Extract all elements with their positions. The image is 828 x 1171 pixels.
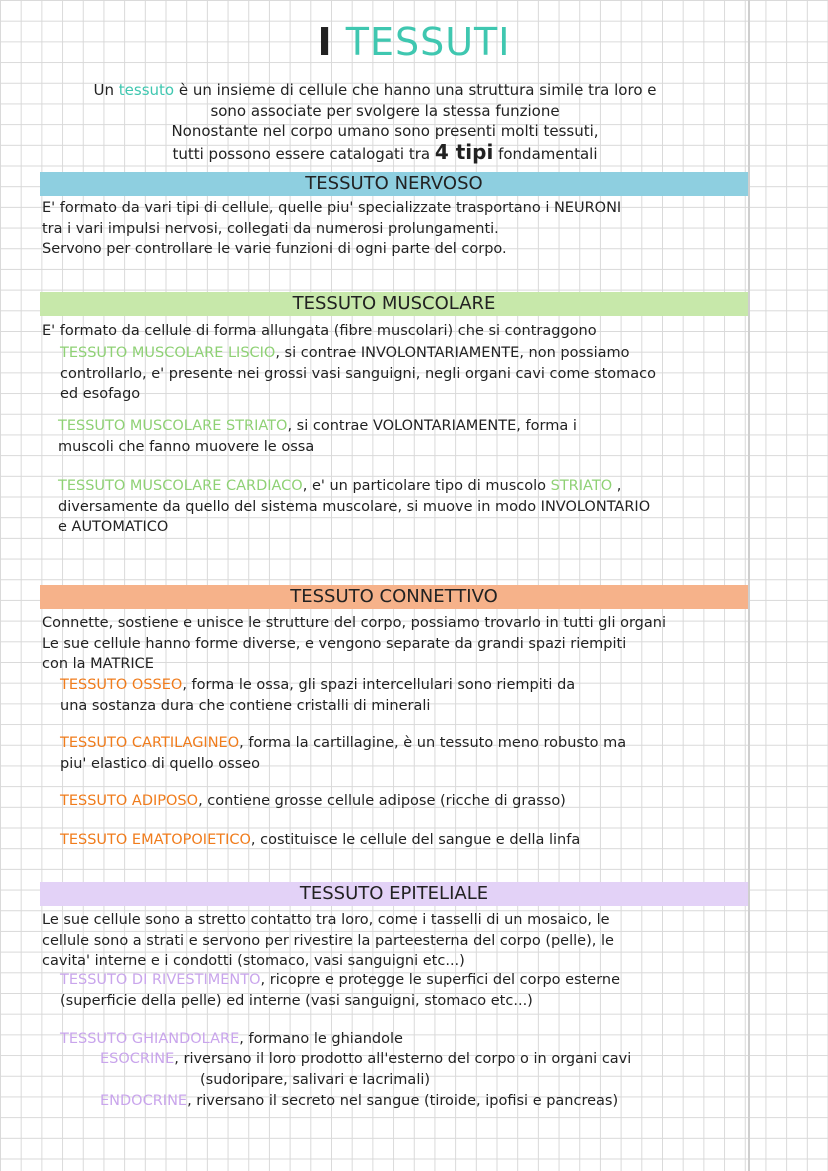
- muscolare-liscio: [60, 343, 750, 405]
- adiposo-text: , contiene grosse cellule adipose (ricche di grasso): [198, 793, 566, 809]
- title-part2: TESSUTI: [345, 20, 511, 64]
- intro-line4-post: fondamentali: [493, 145, 598, 164]
- cardiaco-mid: , e' un particolare tipo di muscolo: [302, 478, 551, 494]
- striato-text: , si contrae VOLONTARIAMENTE, forma i muscoli che fanno muovere le ossa: [58, 418, 577, 455]
- connettivo-osseo: [60, 675, 740, 716]
- muscolare-cardiaco: [58, 476, 748, 538]
- endocrine-label: ENDOCRINE: [100, 1093, 188, 1109]
- page-title: [0, 20, 828, 64]
- esocrine-examples: (sudoripare, salivari e lacrimali): [200, 1072, 431, 1088]
- connettivo-adiposo: [60, 791, 740, 812]
- nervoso-text: E' formato da vari tipi di cellule, quelle piu' specializzate trasportano i NEURONI tra i vari impulsi nervosi, collegati da numerosi prolungamenti. Servono per controllare le varie funzioni di ogni parte del corpo.: [42, 200, 622, 258]
- ematopoietico-text: , costituisce le cellule del sangue e della linfa: [250, 832, 581, 848]
- intro-highlight: tessuto: [118, 81, 175, 99]
- endocrine-text: , riversano il secreto nel sangue (tiroide, ipofisi e pancreas): [187, 1093, 619, 1109]
- osseo-label: TESSUTO OSSEO: [60, 677, 183, 693]
- intro-line1: [20, 80, 730, 101]
- adiposo-label: TESSUTO ADIPOSO: [60, 793, 199, 809]
- epiteliale-rivestimento: [60, 970, 740, 1011]
- intro-paragraph: [40, 80, 730, 165]
- muscolare-text: E' formato da cellule di forma allungata (fibre muscolari) che si contraggono: [42, 323, 597, 339]
- cartilagineo-text: , forma la cartillagine, è un tessuto meno robusto ma piu' elastico di quello osseo: [60, 735, 627, 772]
- liscio-label: TESSUTO MUSCOLARE LISCIO: [60, 345, 276, 361]
- intro-line4-pre: tutti possono essere catalogati tra: [172, 145, 435, 164]
- intro-line3: Nonostante nel corpo umano sono presenti molti tessuti,: [171, 122, 599, 141]
- ematopoietico-label: TESSUTO EMATOPOIETICO: [60, 832, 251, 848]
- epiteliale-text: Le sue cellule sono a stretto contatto tra loro, come i tasselli di un mosaico, le cellule sono a strati e servono per rivestire la parteesterna del corpo (pelle), le cavita' interne e i condotti (stomaco, vasi sanguigni etc...): [42, 912, 614, 970]
- liscio-text: , si contrae INVOLONTARIAMENTE, non possiamo controllarlo, e' presente nei grossi vasi sanguigni, negli organi cavi come stomaco ed esofago: [60, 345, 657, 403]
- connettivo-ematopoietico: [60, 830, 740, 851]
- cardiaco-striato: STRIATO: [550, 478, 613, 494]
- ghiandolare-label: TESSUTO GHIANDOLARE: [60, 1031, 240, 1047]
- connettivo-cartilagineo: [60, 733, 740, 774]
- intro-line2: sono associate per svolgere la stessa funzione: [210, 101, 560, 120]
- cardiaco-text: , diversamente da quello del sistema muscolare, si muove in modo INVOLONTARIO e AUTOMATICO: [58, 478, 651, 536]
- heading-nervoso: TESSUTO NERVOSO: [40, 172, 748, 196]
- rivestimento-label: TESSUTO DI RIVESTIMENTO: [60, 972, 261, 988]
- epiteliale-esocrine: [100, 1049, 745, 1070]
- heading-muscolare: TESSUTO MUSCOLARE: [40, 292, 748, 316]
- intro-line4: [40, 142, 730, 165]
- muscolare-striato: [58, 416, 748, 457]
- cardiaco-label: TESSUTO MUSCOLARE CARDIACO: [58, 478, 303, 494]
- connettivo-text: Connette, sostiene e unisce le strutture del corpo, possiamo trovarlo in tutti gli organi Le sue cellule hanno forme diverse, e vengono separate da grandi spazi riempiti con la MATRICE: [42, 615, 666, 673]
- intro-pre: Un: [93, 81, 119, 99]
- margin-line: [748, 0, 750, 1171]
- cartilagineo-label: TESSUTO CARTILAGINEO: [60, 735, 240, 751]
- intro-line4-big: 4 tipi: [434, 140, 494, 165]
- heading-epiteliale: TESSUTO EPITELIALE: [40, 882, 748, 906]
- epiteliale-endocrine: [100, 1091, 745, 1112]
- esocrine-text: , riversano il loro prodotto all'esterno del corpo o in organi cavi: [174, 1051, 632, 1067]
- esocrine-label: ESOCRINE: [100, 1051, 175, 1067]
- heading-connettivo: TESSUTO CONNETTIVO: [40, 585, 748, 609]
- title-part1: I: [317, 20, 333, 64]
- intro-line1-rest: è un insieme di cellule che hanno una struttura simile tra loro e: [174, 81, 657, 99]
- osseo-text: , forma le ossa, gli spazi intercellulari sono riempiti da una sostanza dura che contiene cristalli di minerali: [60, 677, 576, 714]
- rivestimento-text: , ricopre e protegge le superfici del corpo esterne (superficie della pelle) ed interne (vasi sanguigni, stomaco etc...): [60, 972, 621, 1009]
- epiteliale-ghiandolare: [60, 1029, 740, 1050]
- ghiandolare-text: , formano le ghiandole: [239, 1031, 403, 1047]
- striato-label: TESSUTO MUSCOLARE STRIATO: [58, 418, 288, 434]
